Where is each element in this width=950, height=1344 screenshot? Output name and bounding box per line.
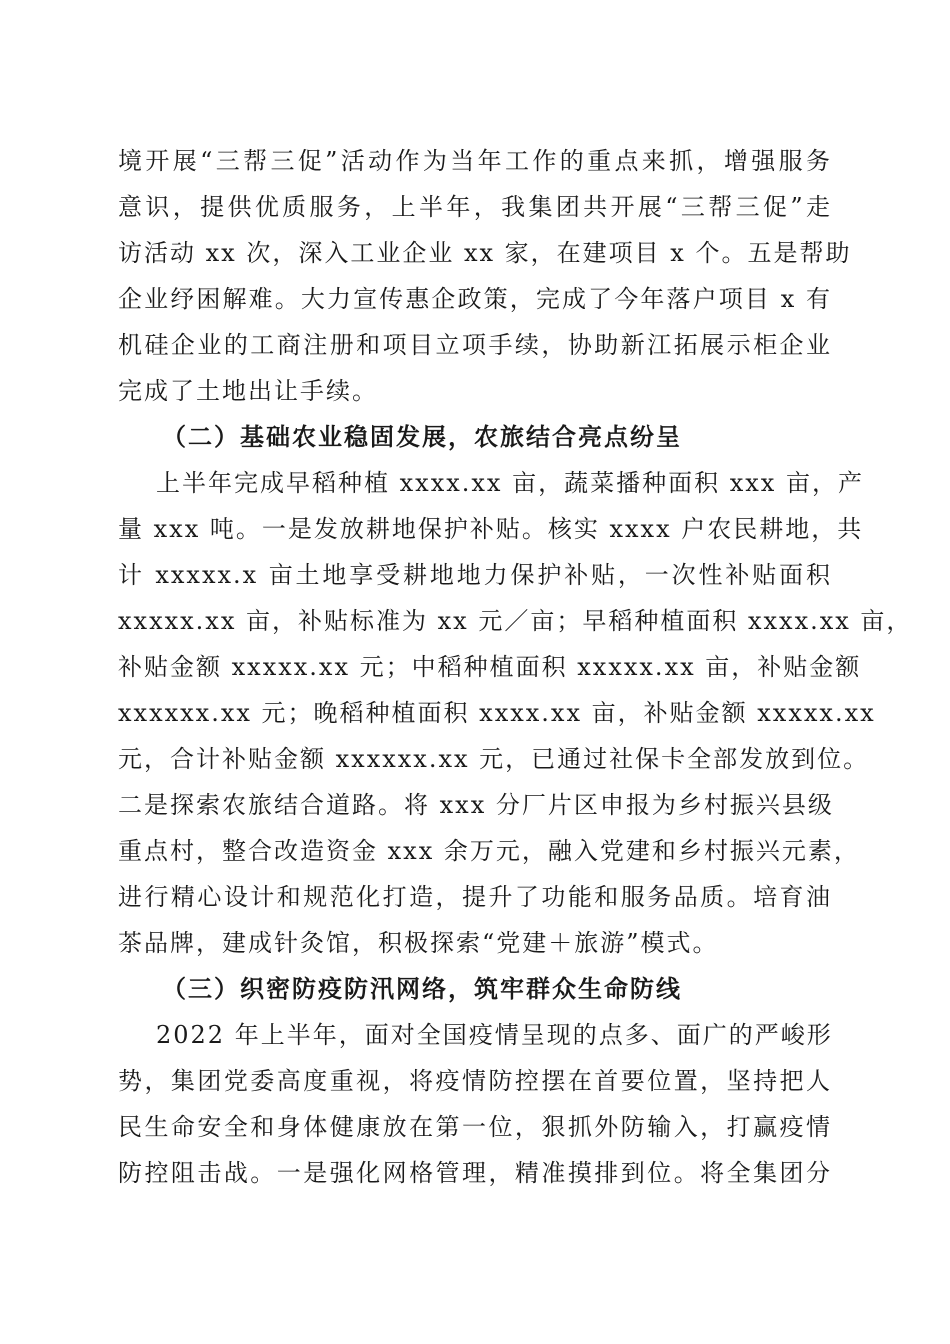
paragraph-line: 访活动 xx 次，深入工业企业 xx 家，在建项目 x 个。五是帮助 — [118, 239, 852, 267]
paragraph-line: 2022 年上半年，面对全国疫情呈现的点多、面广的严峻形 — [156, 1021, 833, 1049]
paragraph-line: 意识，提供优质服务，上半年，我集团共开展“三帮三促”走 — [118, 193, 832, 221]
paragraph-line: xxxxxx.xx 元；晚稻种植面积 xxxx.xx 亩，补贴金额 xxxxx.xx — [118, 699, 876, 727]
paragraph-line: 企业纾困解难。大力宣传惠企政策，完成了今年落户项目 x 有 — [118, 285, 832, 313]
paragraph-line: 量 xxx 吨。一是发放耕地保护补贴。核实 xxxx 户农民耕地，共 — [118, 515, 864, 543]
body-text — [118, 138, 913, 1196]
paragraph-line: 进行精心设计和规范化打造，提升了功能和服务品质。培育油 — [118, 883, 832, 911]
section-heading: （三）织密防疫防汛网络，筑牢群众生命防线 — [162, 974, 682, 1003]
paragraph-line: 补贴金额 xxxxx.xx 元；中稻种植面积 xxxxx.xx 亩，补贴金额 — [118, 653, 862, 681]
paragraph-line: 机硅企业的工商注册和项目立项手续，协助新江拓展示柜企业 — [118, 331, 832, 359]
paragraph-line: 元，合计补贴金额 xxxxxx.xx 元，已通过社保卡全部发放到位。 — [118, 745, 870, 773]
paragraph-line: 完成了土地出让手续。 — [118, 377, 378, 405]
paragraph-line: 势，集团党委高度重视，将疫情防控摆在首要位置，坚持把人 — [118, 1067, 832, 1095]
paragraph-line: 上半年完成早稻种植 xxxx.xx 亩，蔬菜播种面积 xxx 亩，产 — [156, 469, 864, 497]
paragraph-line: 境开展“三帮三促”活动作为当年工作的重点来抓，增强服务 — [118, 147, 832, 175]
paragraph-line: 茶品牌，建成针灸馆，积极探索“党建＋旅游”模式。 — [118, 929, 719, 957]
section-heading: （二）基础农业稳固发展，农旅结合亮点纷呈 — [162, 422, 682, 451]
paragraph-line: 防控阻击战。一是强化网格管理，精准摸排到位。将全集团分 — [118, 1159, 832, 1187]
paragraph-line: 重点村，整合改造资金 xxx 余万元，融入党建和乡村振兴元素， — [118, 837, 860, 865]
paragraph-line: 计 xxxxx.x 亩土地享受耕地地力保护补贴，一次性补贴面积 — [118, 561, 832, 589]
paragraph-line: xxxxx.xx 亩，补贴标准为 xx 元／亩；早稻种植面积 xxxx.xx 亩， — [118, 607, 913, 635]
paragraph-line: 民生命安全和身体健康放在第一位，狠抓外防输入，打赢疫情 — [118, 1113, 832, 1141]
paragraph-line: 二是探索农旅结合道路。将 xxx 分厂片区申报为乡村振兴县级 — [118, 791, 834, 819]
